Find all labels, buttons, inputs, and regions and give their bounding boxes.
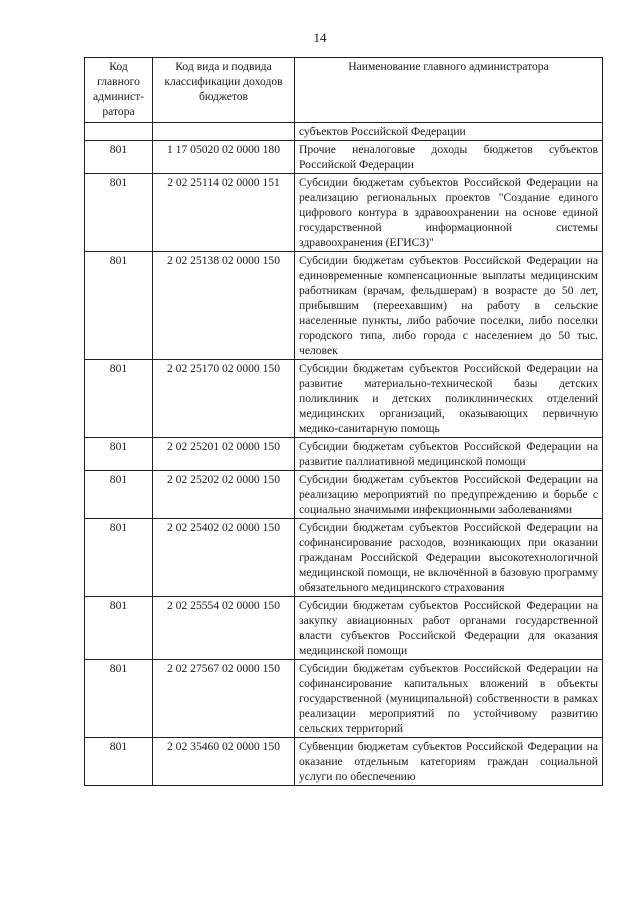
revenue-administrators-table [84,57,603,786]
admin-name-cell: Субсидии бюджетам субъектов Российской Федерации на единовременные компенсационные выплаты медицинским работникам (врачам, фельдшерам) в возрасте до 50 лет, прибывшим (переехавшим) на работу в сельские населенные пункты, либо рабочие поселки, либо поселки городского типа, либо города с населением до 50 тыс. человек [295,252,603,360]
admin-code-cell: 801 [85,252,153,360]
table-body [85,123,603,786]
table-row [85,597,603,660]
revenue-code-cell: 2 02 27567 02 0000 150 [153,660,295,738]
header-admin-name: Наименование главного администратора [295,58,603,123]
admin-name-cell: Субсидии бюджетам субъектов Российской Федерации на реализацию региональных проектов "Создание единого цифрового контура в здравоохранении на основе единой государственной информационной системы здравоохранения (ЕГИСЗ)" [295,174,603,252]
table-row [85,252,603,360]
table-row [85,174,603,252]
revenue-code-cell: 2 02 25170 02 0000 150 [153,360,295,438]
admin-code-cell: 801 [85,174,153,252]
admin-code-cell: 801 [85,519,153,597]
admin-name-cell: субъектов Российской Федерации [295,123,603,141]
revenue-code-cell: 2 02 25202 02 0000 150 [153,471,295,519]
admin-name-cell: Субсидии бюджетам субъектов Российской Федерации на развитие паллиативной медицинской помощи [295,438,603,471]
page-number: 14 [313,30,327,45]
admin-code-cell: 801 [85,597,153,660]
table-row [85,123,603,141]
revenue-code-cell: 2 02 25138 02 0000 150 [153,252,295,360]
admin-name-cell: Субвенции бюджетам субъектов Российской Федерации на оказание отдельным категориям граждан социальной услуги по обеспечению [295,738,603,786]
admin-code-cell: 801 [85,438,153,471]
admin-code-cell: 801 [85,738,153,786]
revenue-code-cell: 2 02 25554 02 0000 150 [153,597,295,660]
table-row [85,738,603,786]
admin-name-cell: Субсидии бюджетам субъектов Российской Федерации на софинансирование капитальных вложений в объекты государственной (муниципальной) собственности в рамках реализации мероприятий по устойчивому развитию сельских территорий [295,660,603,738]
admin-code-cell: 801 [85,141,153,174]
table-row [85,519,603,597]
table-row [85,660,603,738]
revenue-code-cell [153,123,295,141]
revenue-code-cell: 2 02 35460 02 0000 150 [153,738,295,786]
header-admin-code: Код главного админист-ратора [85,58,153,123]
table-row [85,141,603,174]
admin-name-cell: Субсидии бюджетам субъектов Российской Федерации на реализацию мероприятий по предупреждению и борьбе с социально значимыми инфекционными заболеваниями [295,471,603,519]
admin-name-cell: Субсидии бюджетам субъектов Российской Федерации на развитие материально-технической базы детских поликлиник и детских поликлинических отделений медицинских организаций, оказывающих первичную медико-санитарную помощь [295,360,603,438]
revenue-code-cell: 2 02 25402 02 0000 150 [153,519,295,597]
admin-code-cell: 801 [85,471,153,519]
table-row [85,438,603,471]
table-header-row [85,58,603,123]
revenue-code-cell: 2 02 25114 02 0000 151 [153,174,295,252]
admin-code-cell [85,123,153,141]
table-row [85,471,603,519]
admin-code-cell: 801 [85,660,153,738]
header-revenue-code: Код вида и подвида классификации доходов бюджетов [153,58,295,123]
revenue-code-cell: 1 17 05020 02 0000 180 [153,141,295,174]
admin-name-cell: Прочие неналоговые доходы бюджетов субъектов Российской Федерации [295,141,603,174]
admin-code-cell: 801 [85,360,153,438]
admin-name-cell: Субсидии бюджетам субъектов Российской Федерации на софинансирование расходов, возникающих при оказании гражданам Российской Федерации высокотехнологичной медицинской помощи, не включённой в базовую программу обязательного медицинского страхования [295,519,603,597]
admin-name-cell: Субсидии бюджетам субъектов Российской Федерации на закупку авиационных работ органами государственной власти субъектов Российской Федерации для оказания медицинской помощи [295,597,603,660]
table-row [85,360,603,438]
revenue-code-cell: 2 02 25201 02 0000 150 [153,438,295,471]
